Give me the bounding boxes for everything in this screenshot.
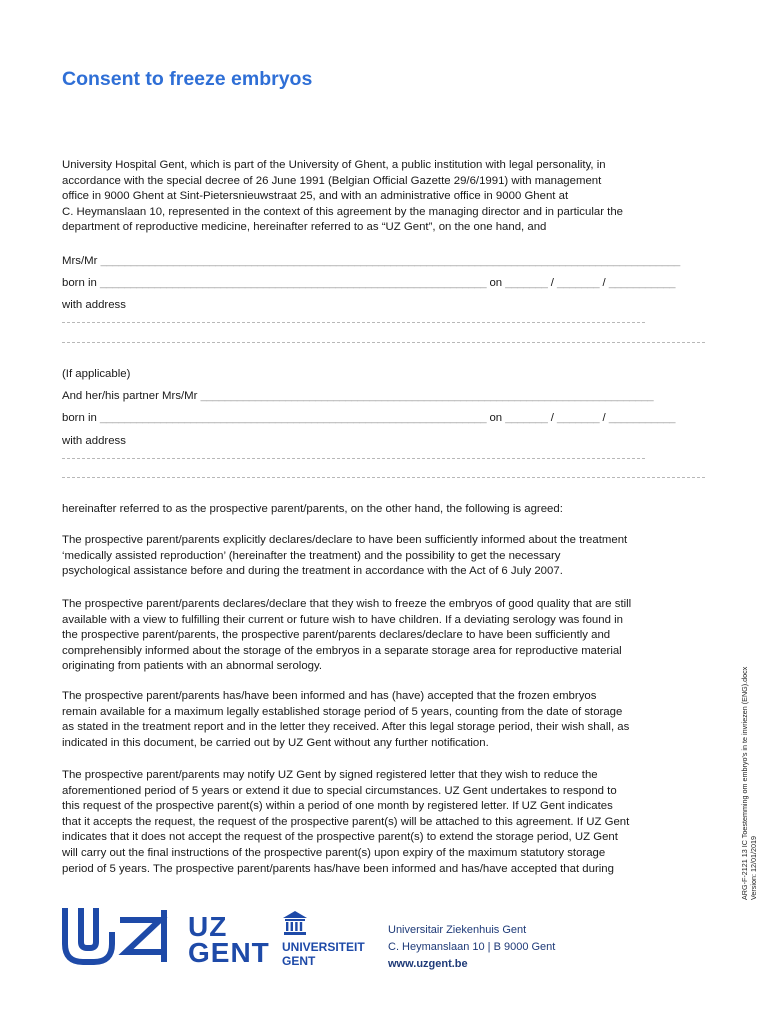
if-applicable-label: (If applicable) [62,368,131,380]
party1-address-label: with address [62,299,126,311]
uz-gent-logo-icon [62,906,184,966]
party2-name-field[interactable]: And her/his partner Mrs/Mr ___________________________________________________________________________ [62,390,654,402]
date-separator: / [550,277,554,289]
date-separator: / [602,277,606,289]
paragraph-line: that it accepts the request, the request of the prospective parent(s) will be attached to this agreement. If UZ Gent [62,815,630,828]
paragraph-line: The prospective parent/parents may notify UZ Gent by signed registered letter that they wish to reduce the [62,769,598,781]
footer-address-block [388,922,555,973]
gent-wordmark-line: GENT [188,937,270,968]
party2-name-label: And her/his partner Mrs/Mr [62,390,198,402]
intro-paragraph [62,158,712,236]
party2-address-line-2[interactable] [62,477,705,478]
paragraph-notification [62,768,712,877]
paragraph-line: period of 5 years. The prospective parent/parents has/have been informed and has/have accepted that during [62,862,614,875]
paragraph-line: originating from patients with an abnormal serology. [62,660,323,673]
party1-address-line-1[interactable] [62,322,645,323]
document-version: Version: 12/01/2019 [749,836,758,900]
university-building-icon [282,910,308,936]
date-separator: / [602,412,606,424]
paragraph-line: The prospective parent/parents has/have been informed and has (have) accepted that the frozen embryos [62,690,597,702]
party1-name-field[interactable]: Mrs/Mr ________________________________________________________________________________________________ [62,255,680,267]
paragraph-line: this request of the prospective parent(s) within a period of one month by registered letter. If UZ Gent indicates [62,800,613,813]
hospital-address: C. Heymanslaan 10 | B 9000 Gent [388,941,556,953]
date-separator: / [550,412,554,424]
universiteit-gent-wordmark [282,940,365,968]
paragraph-line: as stated in the treatment report and in the letter they received. After this legal storage period, their wish shall, as [62,721,630,734]
party2-address-line-1[interactable] [62,458,645,459]
website-link[interactable]: www.uzgent.be [388,958,468,970]
paragraph-storage-period [62,689,712,751]
party1-on-label: on [489,277,503,289]
paragraph-line: remain available for a maximum legally established storage period of 5 years, counting from the date of storage [62,705,623,718]
paragraph-line: The prospective parent/parents explicitly declares/declare to have been sufficiently informed about the treatment [62,534,628,546]
intro-line: office in 9000 Ghent at Sint-Pietersnieuwstraat 25, and with an administrative office in 9000 Ghent at [62,190,569,203]
document-title: Consent to freeze embryos [62,68,313,90]
party2-born-label: born in [62,412,97,424]
party1-name-label: Mrs/Mr [62,255,98,267]
paragraph-line: comprehensibly informed about the storage of the embryos in a separate storage area for reproductive material [62,644,622,657]
paragraph-line: aforementioned period of 5 years or extend it due to special circumstances. UZ Gent undertakes to respond to [62,784,617,797]
paragraph-line: will carry out the final instructions of the prospective parent(s) upon expiry of the maximum statutory storage [62,846,606,859]
party2-birth-field[interactable]: born in ________________________________________________________________ on _______ / _______ / ___________ [62,412,676,424]
party1-birth-field[interactable]: born in ________________________________________________________________ on _______ / _______ / ___________ [62,277,676,289]
party2-on-label: on [489,412,503,424]
hospital-name: Universitair Ziekenhuis Gent [388,924,527,936]
universiteit-line: UNIVERSITEIT [282,940,365,954]
paragraph-freeze-wish [62,597,712,675]
intro-line: University Hospital Gent, which is part of the University of Ghent, a public institution with legal personality, in [62,159,606,171]
party1-address-line-2[interactable] [62,342,705,343]
intro-line: department of reproductive medicine, hereinafter referred to as “UZ Gent”, on the one hand, and [62,221,547,234]
paragraph-line: the prospective parent/parents, the prospective parent/parents declares/declare to have been sufficiently and [62,629,611,642]
paragraph-line: ‘medically assisted reproduction’ (hereinafter the treatment) and the possibility to get the necessary [62,549,561,562]
gent-line: GENT [282,954,316,968]
paragraph-line: The prospective parent/parents declares/declare that they wish to freeze the embryos of good quality that are still [62,598,632,610]
document-code: ARG-F-2121 13 IC Toestemming om embryo's in te invriezen (ENG).docx [740,666,749,900]
party1-born-label: born in [62,277,97,289]
paragraph-line: indicates that it does not accept the request of the prospective parent(s) to extend the storage period, UZ Gent [62,831,618,844]
paragraph-informed [62,533,712,580]
intro-line: accordance with the special decree of 26 June 1991 (Belgian Official Gazette 29/6/1991) with management [62,174,602,187]
paragraph-line: psychological assistance before and during the treatment in accordance with the Act of 6 July 2007. [62,565,563,578]
document-code-sidebar [740,667,758,900]
paragraph-line: available with a view to fulfilling their current or future wish to have children. If a deviating serology was found in [62,613,623,626]
uz-wordmark-line: UZ [188,911,228,942]
agreement-intro: hereinafter referred to as the prospective parent/parents, on the other hand, the following is agreed: [62,503,563,515]
intro-line: C. Heymanslaan 10, represented in the context of this agreement by the managing director and in particular the [62,205,623,218]
paragraph-line: indicated in this document, be carried out by UZ Gent without any further notification. [62,736,489,749]
party2-address-label: with address [62,435,126,447]
uz-gent-wordmark [188,911,270,968]
